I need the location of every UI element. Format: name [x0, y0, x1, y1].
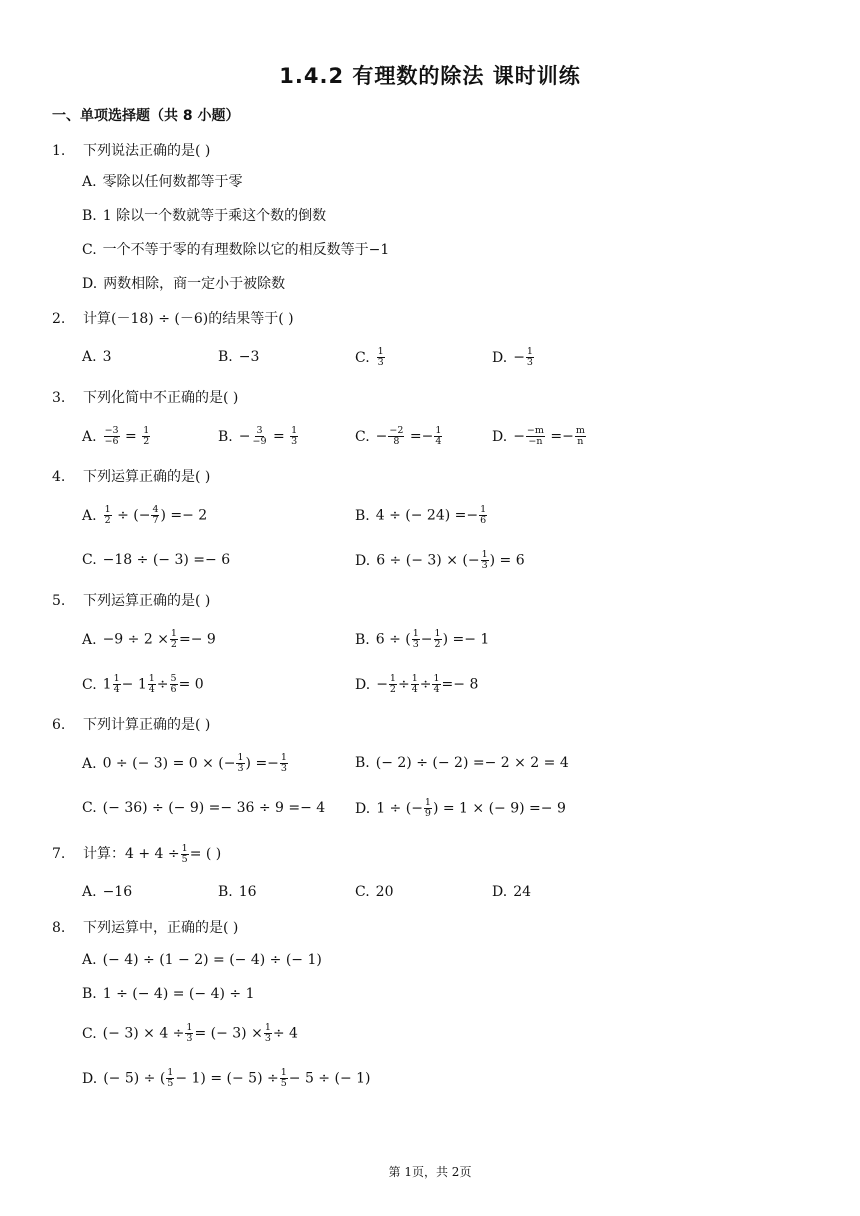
option-7a: A. −16 [82, 884, 133, 900]
option-5b: B. 6 ÷ ( $\frac{1}{3}$ − $\frac{1}{2}$ ) =− 1 [355, 628, 490, 650]
question-stem: 下列运算中，正确的是( ) [83, 920, 239, 936]
question-stem: 下列化简中不正确的是( ) [83, 390, 239, 406]
question-stem: 下列运算正确的是( ) [83, 593, 211, 609]
option-6b: B. (− 2) ÷ (− 2) =− 2 × 2 = 4 [355, 755, 569, 771]
option-3c: C. − $\frac{-2}{8}$ =− $\frac{1}{4}$ [355, 425, 442, 447]
option-4c: C. −18 ÷ (− 3) =− 6 [82, 552, 231, 568]
option-8b: B. 1 ÷ (− 4) = (− 4) ÷ 1 [82, 986, 255, 1002]
option-6c: C. (− 36) ÷ (− 9) =− 36 ÷ 9 =− 4 [82, 800, 326, 816]
option-5d: D. − $\frac{1}{2}$ ÷ $\frac{1}{4}$ ÷ $\frac{1}{4}$ =− 8 [355, 673, 479, 695]
option-6d: D. 1 ÷ (− $\frac{1}{9}$ ) = 1 × (− 9) =− 9 [355, 797, 566, 819]
question-number: 1. [52, 143, 66, 159]
page-title: 1.4.2 有理数的除法 课时训练 [279, 64, 581, 88]
option-2c: C. $\frac{1}{3}$ [355, 346, 384, 368]
option-4b: B. 4 ÷ (− 24) =− $\frac{1}{6}$ [355, 504, 487, 526]
question-6: 6. 下列计算正确的是( ) [52, 717, 211, 733]
option-5a: A. −9 ÷ 2 × $\frac{1}{2}$ =− 9 [82, 628, 216, 650]
question-stem: 下列说法正确的是( ) [83, 143, 211, 159]
option-8a: A. (− 4) ÷ (1 − 2) = (− 4) ÷ (− 1) [82, 952, 322, 968]
option-2a: A. 3 [82, 349, 112, 365]
option-7c: C. 20 [355, 884, 394, 900]
option-7d: D. 24 [492, 884, 532, 900]
option-2d: D. − $\frac{1}{3}$ [492, 346, 533, 368]
question-8: 8. 下列运算中，正确的是( ) [52, 920, 239, 936]
question-stem: 计算(－18) ÷ (－6)的结果等于( ) [83, 311, 294, 327]
option-8d: D. (− 5) ÷ ( $\frac{1}{5}$ − 1) = (− 5) ÷ $\frac{1}{5}$ − 5 ÷ (− 1) [82, 1067, 371, 1089]
option-1d: D. 两数相除，商一定小于被除数 [82, 276, 286, 292]
option-1b: B. 1 除以一个数就等于乘这个数的倒数 [82, 208, 327, 224]
option-3a: A. $\frac{-3}{-6}$ = $\frac{1}{2}$ [82, 425, 150, 447]
question-3: 3. 下列化简中不正确的是( ) [52, 390, 239, 406]
question-7: 7. 计算：4 + 4 ÷ $\frac{1}{5}$ = ( ) [52, 842, 222, 865]
option-1a: A. 零除以任何数都等于零 [82, 174, 243, 190]
option-7b: B. 16 [218, 884, 257, 900]
question-1 [52, 140, 210, 160]
option-8c: C. (− 3) × 4 ÷ $\frac{1}{3}$ = (− 3) × $\frac{1}{3}$ ÷ 4 [82, 1022, 298, 1044]
question-5: 5. 下列运算正确的是( ) [52, 593, 211, 609]
option-1c: C. 一个不等于零的有理数除以它的相反数等于−1 [82, 242, 390, 258]
option-3b: B. − $\frac{3}{-9}$ = $\frac{1}{3}$ [218, 425, 298, 447]
option-5c: C. 1 $\frac{1}{4}$ − 1 $\frac{1}{4}$ ÷ $\frac{5}{6}$ = 0 [82, 673, 204, 695]
question-2: 2. 计算(－18) ÷ (－6)的结果等于( ) [52, 311, 294, 327]
question-stem: 下列计算正确的是( ) [83, 717, 211, 733]
option-2b: B. −3 [218, 349, 260, 365]
option-4d: D. 6 ÷ (− 3) × (− $\frac{1}{3}$ ) = 6 [355, 549, 525, 571]
section-heading: 一、单项选择题（共 8 小题） [52, 108, 240, 124]
option-4a: A. $\frac{1}{2}$ ÷ (− $\frac{4}{7}$ ) =− 2 [82, 504, 208, 526]
question-stem: 下列运算正确的是( ) [83, 469, 211, 485]
question-4: 4. 下列运算正确的是( ) [52, 469, 211, 485]
option-6a: A. 0 ÷ (− 3) = 0 × (− $\frac{1}{3}$ ) =− $\frac{1}{3}$ [82, 752, 287, 774]
option-3d: D. − $\frac{-m}{-n}$ =− $\frac{m}{n}$ [492, 425, 585, 447]
page-footer: 第 1页，共 2页 [388, 1165, 472, 1179]
